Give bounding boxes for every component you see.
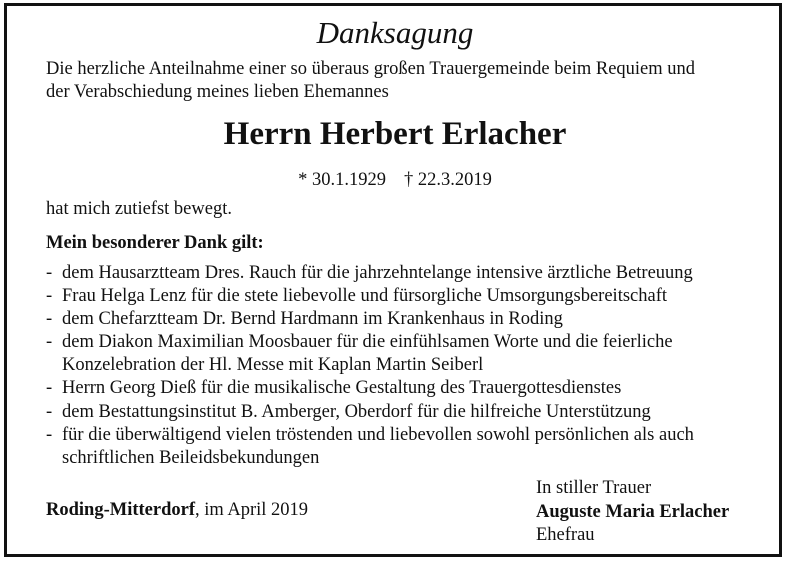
thanks-list	[46, 262, 776, 470]
thanks-heading: Mein besonderer Dank gilt:	[46, 233, 264, 253]
place-and-date	[46, 498, 308, 522]
list-bullet: -	[46, 309, 53, 330]
thanks-list-item	[46, 308, 776, 331]
list-bullet: -	[46, 401, 53, 422]
list-bullet: -	[46, 378, 53, 399]
signature-name: Auguste Maria Erlacher	[536, 501, 730, 522]
list-bullet: -	[46, 286, 53, 307]
signature-relation: Ehefrau	[536, 525, 595, 545]
list-bullet: -	[46, 332, 53, 353]
thanks-line: Frau Helga Lenz für die stete liebevolle und fürsorgliche Umsorgungsbereitschaft	[62, 286, 668, 307]
thanks-list-item	[46, 401, 776, 424]
thanks-list-item	[46, 377, 776, 400]
intro-text	[46, 58, 766, 104]
thanks-line: für die überwältigend vielen tröstenden und liebevollen sowohl persönlichen als auch	[62, 424, 694, 445]
moved-text: hat mich zutiefst bewegt.	[46, 199, 232, 219]
thanks-line: Herrn Georg Dieß für die musikalische Gestaltung des Trauergottesdienstes	[62, 378, 622, 399]
life-dates	[0, 168, 790, 192]
thanks-line: dem Hausarztteam Dres. Rauch für die jahrzehntelange intensive ärztliche Betreuung	[62, 263, 693, 283]
birth-date: * 30.1.1929	[298, 170, 386, 190]
signature-block	[536, 477, 729, 548]
deceased-name: Herrn Herbert Erlacher	[223, 116, 567, 152]
list-bullet: -	[46, 263, 53, 283]
notice-title: Danksagung	[316, 15, 474, 50]
thanks-list-item	[46, 331, 776, 377]
thanks-list-item	[46, 262, 776, 285]
thanks-line: Konzelebration der Hl. Messe mit Kaplan Martin Seiberl	[62, 355, 484, 376]
place-name: Roding-Mitterdorf	[46, 500, 195, 520]
thanks-list-item	[46, 424, 776, 470]
date-text: , im April 2019	[195, 500, 309, 520]
intro-line: der Verabschiedung meines lieben Ehemannes	[46, 82, 389, 102]
signature-greeting: In stiller Trauer	[536, 478, 652, 498]
thanks-line: dem Diakon Maximilian Moosbauer für die einfühlsamen Worte und die feierliche	[62, 332, 673, 353]
thanks-line: dem Bestattungsinstitut B. Amberger, Oberdorf für die hilfreiche Unterstützung	[62, 401, 651, 422]
thanks-line: schriftlichen Beileidsbekundungen	[62, 447, 320, 468]
thanks-line: dem Chefarztteam Dr. Bernd Hardmann im Krankenhaus in Roding	[62, 309, 563, 330]
intro-line: Die herzliche Anteilnahme einer so überaus großen Trauergemeinde beim Requiem und	[46, 59, 696, 79]
death-date: † 22.3.2019	[404, 170, 492, 190]
list-bullet: -	[46, 424, 53, 445]
thanks-list-item	[46, 285, 776, 308]
